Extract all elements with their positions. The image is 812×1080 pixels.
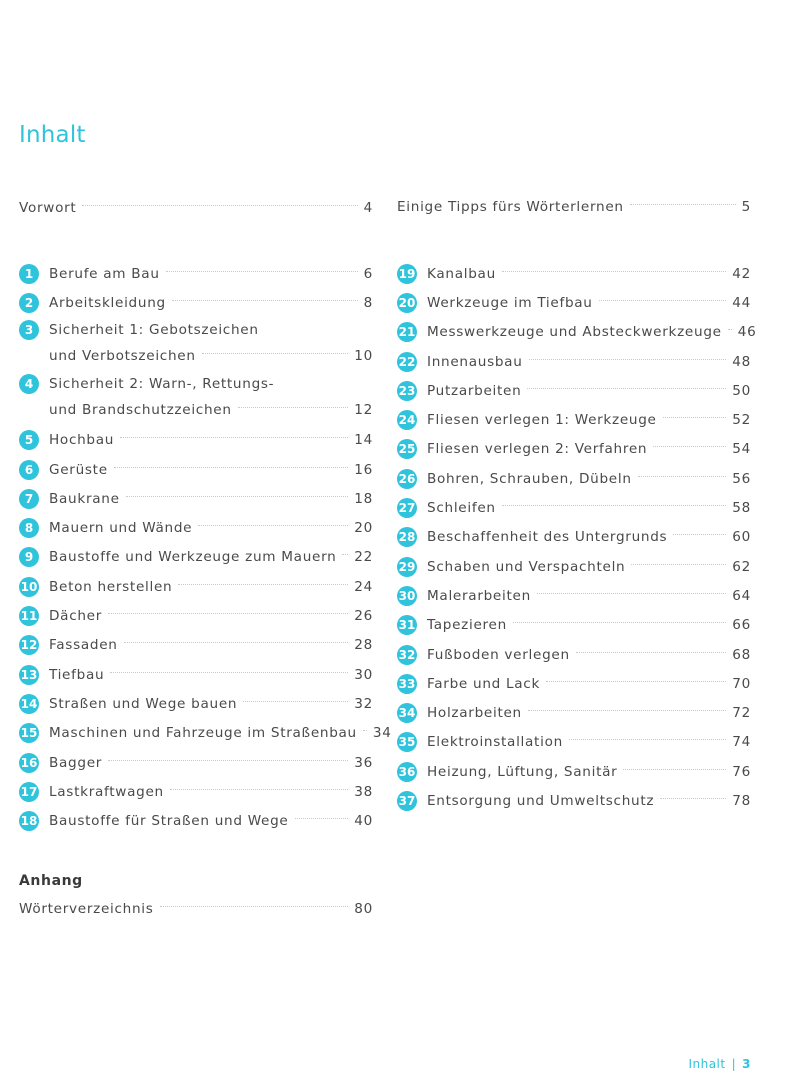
dot-leader [238,407,349,408]
toc-entry-chapter-14[interactable] [19,689,373,718]
toc-entry-chapter-19[interactable] [397,259,751,288]
toc-entry-chapter-5[interactable] [19,426,373,455]
toc-entry-chapter-24[interactable] [397,405,751,434]
toc-entry-chapter-10[interactable] [19,572,373,601]
dot-leader [120,437,348,438]
toc-entry-chapter-6[interactable] [19,455,373,484]
chapter-number-badge: 6 [19,460,39,480]
chapter-number-badge: 18 [19,811,39,831]
dot-leader [576,652,727,653]
toc-entry-chapter-25[interactable] [397,435,751,464]
toc-entry-label-continued: und Brandschutzzeichen [49,401,232,418]
toc-entry-page: 12 [354,401,373,418]
toc-entry-label: Putzarbeiten [427,382,522,399]
toc-entry-page: 28 [354,637,373,654]
toc-entry-label: Baukrane [49,490,120,507]
toc-entry-chapter-15[interactable] [19,719,392,748]
dot-leader [529,359,727,360]
dot-leader [108,760,348,761]
chapter-number-badge: 19 [397,264,417,284]
dot-leader [638,476,727,477]
dot-leader [170,789,348,790]
chapter-number-badge: 13 [19,665,39,685]
chapter-number-badge: 23 [397,381,417,401]
toc-entry-page: 18 [354,490,373,507]
toc-entry-label: Tapezieren [427,617,507,634]
chapter-number-badge: 11 [19,606,39,626]
toc-entry-label: Innenausbau [427,353,523,370]
toc-entry-page: 10 [354,347,373,364]
toc-entry-chapter-33[interactable] [397,669,751,698]
toc-entry-page: 74 [732,734,751,751]
toc-entry-chapter-17[interactable] [19,777,373,806]
chapter-number-badge: 4 [19,374,39,394]
toc-entry-label: Lastkraftwagen [49,783,164,800]
toc-entry-label: Bagger [49,754,103,771]
toc-entry-page: 78 [732,792,751,809]
chapter-number-badge: 26 [397,469,417,489]
toc-entry-page: 80 [354,900,373,917]
dot-leader [663,417,727,418]
toc-entry-page: 54 [732,441,751,458]
toc-entry-page: 62 [732,558,751,575]
toc-entry-page: 48 [732,353,751,370]
dot-leader [114,467,349,468]
toc-entry-page: 42 [732,265,751,282]
appendix-heading: Anhang [19,873,83,889]
toc-entry-page: 64 [732,587,751,604]
toc-entry-page: 24 [354,578,373,595]
toc-entry-page: 8 [363,294,373,311]
chapter-number-badge: 8 [19,518,39,538]
dot-leader [630,204,736,205]
toc-entry-chapter-32[interactable] [397,640,751,669]
toc-entry-label: Farbe und Lack [427,675,541,692]
toc-entry-label: Schaben und Verspachteln [427,558,626,575]
dot-leader [673,534,726,535]
dot-leader [502,271,726,272]
toc-entry-label: Sicherheit 2: Warn-, Rettungs- [49,375,275,392]
toc-entry-page: 56 [732,470,751,487]
chapter-number-badge: 28 [397,527,417,547]
toc-entry-chapter-20[interactable] [397,288,751,317]
toc-entry-page: 34 [372,725,392,742]
toc-entry-label: Fassaden [49,637,118,654]
dot-leader [653,446,726,447]
toc-entry-page: 36 [354,754,373,771]
toc-entry-line-2 [19,396,373,424]
toc-entry-label: Sicherheit 1: Gebotszeichen [49,321,259,338]
toc-entry-page: 26 [354,608,373,625]
chapter-number-badge: 27 [397,498,417,518]
chapter-number-badge: 14 [19,694,39,714]
toc-entry-label: Malerarbeiten [427,587,531,604]
toc-entry-label: Entsorgung und Umweltschutz [427,792,655,809]
toc-entry-woerterverzeichnis[interactable] [19,894,373,923]
dot-leader [502,505,727,506]
dot-leader [728,329,732,330]
chapter-number-badge: 20 [397,293,417,313]
toc-entry-label: Elektroinstallation [427,734,563,751]
toc-entry-chapter-22[interactable] [397,347,751,376]
page-footer [688,1057,751,1071]
toc-entry-label: Werkzeuge im Tiefbau [427,294,593,311]
toc-entry-label: Tiefbau [49,666,105,683]
toc-entry-label: Fußboden verlegen [427,646,570,663]
toc-entry-label: Hochbau [49,432,115,449]
dot-leader [363,730,367,731]
toc-entry-chapter-3[interactable] [19,318,373,372]
toc-entry-chapter-34[interactable] [397,698,751,727]
footer-section: Inhalt [688,1057,726,1071]
dot-leader [126,496,349,497]
toc-entry-chapter-18[interactable] [19,806,373,835]
toc-entry-label: Mauern und Wände [49,520,193,537]
toc-entry-chapter-4[interactable] [19,372,373,426]
toc-entry-chapter-16[interactable] [19,748,373,777]
toc-entry-page: 52 [732,412,751,429]
dot-leader [198,525,348,526]
chapter-number-badge: 35 [397,732,417,752]
toc-entry-vorwort[interactable] [19,193,373,222]
appendix-section [19,869,373,923]
toc-entry-label: Messwerkzeuge und Absteckwerkzeuge [427,324,722,341]
page-title: Inhalt [19,122,86,148]
footer-separator: | [731,1057,737,1071]
toc-entry-chapter-13[interactable] [19,660,373,689]
chapter-number-badge: 33 [397,674,417,694]
toc-entry-label: Dächer [49,608,103,625]
dot-leader [623,769,726,770]
dot-leader [202,353,349,354]
toc-entry-label: Gerüste [49,461,108,478]
toc-entry-label: Einige Tipps fürs Wörterlernen [397,198,624,215]
chapter-number-badge: 32 [397,645,417,665]
chapter-number-badge: 36 [397,762,417,782]
toc-entry-page: 70 [732,675,751,692]
toc-entry-label: Fliesen verlegen 2: Verfahren [427,441,648,458]
dot-leader [631,564,726,565]
toc-entry-label: Holzarbeiten [427,705,522,722]
toc-entry-chapter-23[interactable] [397,376,751,405]
chapter-number-badge: 21 [397,322,417,342]
chapter-number-badge: 15 [19,723,39,743]
toc-entry-line-2 [19,342,373,370]
toc-entry-label: Schleifen [427,500,496,517]
toc-entry-chapter-8[interactable] [19,513,373,542]
chapter-number-badge: 31 [397,615,417,635]
toc-entry-page: 6 [363,265,373,282]
toc-entry-page: 38 [354,783,373,800]
toc-entry-chapter-11[interactable] [19,601,373,630]
dot-leader [82,205,357,206]
toc-entry-label: Vorwort [19,199,77,216]
toc-entry-label-continued: und Verbotszeichen [49,347,196,364]
chapter-number-badge: 2 [19,293,39,313]
dot-leader [178,584,348,585]
toc-entry-page: 14 [354,432,373,449]
chapter-number-badge: 10 [19,577,39,597]
toc-entry-label: Baustoffe und Werkzeuge zum Mauern [49,549,337,566]
intro-right [397,192,751,221]
dot-leader [527,388,726,389]
toc-entry-chapter-30[interactable] [397,581,751,610]
toc-entry-chapter-29[interactable] [397,552,751,581]
toc-entry-label: Baustoffe für Straßen und Wege [49,813,289,830]
dot-leader [537,593,726,594]
chapter-number-badge: 9 [19,547,39,567]
dot-leader [160,906,349,907]
toc-entry-chapter-12[interactable] [19,631,373,660]
toc-entry-page: 50 [732,382,751,399]
toc-entry-chapter-21[interactable] [397,318,757,347]
dot-leader [295,818,349,819]
toc-entry-label: Beton herstellen [49,578,173,595]
toc-entry-page: 5 [741,198,751,215]
toc-entry-page: 32 [354,695,373,712]
dot-leader [599,300,727,301]
chapter-number-badge: 25 [397,439,417,459]
toc-entry-label: Beschaffenheit des Untergrunds [427,529,668,546]
toc-entry-page: 40 [354,813,373,830]
toc-entry-page: 4 [363,199,373,216]
chapter-number-badge: 7 [19,489,39,509]
toc-entry-page: 46 [737,324,757,341]
toc-entry-page: 58 [732,500,751,517]
chapter-number-badge: 16 [19,753,39,773]
toc-entry-label: Bohren, Schrauben, Dübeln [427,470,632,487]
chapter-number-badge: 30 [397,586,417,606]
toc-entry-chapter-35[interactable] [397,728,751,757]
toc-entry-page: 72 [732,705,751,722]
dot-leader [108,613,348,614]
chapter-number-badge: 12 [19,635,39,655]
toc-entry-chapter-37[interactable] [397,786,751,815]
chapter-number-badge: 22 [397,352,417,372]
toc-entry-page: 44 [732,294,751,311]
chapter-number-badge: 1 [19,264,39,284]
toc-entry-label: Maschinen und Fahrzeuge im Straßenbau [49,725,357,742]
dot-leader [172,300,358,301]
dot-leader [513,622,726,623]
toc-entry-label: Kanalbau [427,265,496,282]
toc-entry-page: 20 [354,520,373,537]
toc-entry-chapter-1[interactable] [19,259,373,288]
chapter-number-badge: 34 [397,703,417,723]
dot-leader [660,798,726,799]
toc-entry-page: 60 [732,529,751,546]
toc-entry-chapter-31[interactable] [397,611,751,640]
toc-entry-page: 16 [354,461,373,478]
toc-entry-page: 76 [732,763,751,780]
toc-entry-page: 66 [732,617,751,634]
toc-entry-chapter-36[interactable] [397,757,751,786]
dot-leader [546,681,726,682]
toc-entry-label: Arbeitskleidung [49,294,166,311]
chapter-number-badge: 17 [19,782,39,802]
toc-entry-line-1 [19,372,373,396]
toc-entry-label: Berufe am Bau [49,265,160,282]
toc-entry-page: 22 [354,549,373,566]
intro-left [19,193,373,222]
toc-entry-page: 68 [732,646,751,663]
dot-leader [243,701,348,702]
chapter-list-right [397,259,757,816]
toc-entry-label: Straßen und Wege bauen [49,695,238,712]
toc-entry-chapter-9[interactable] [19,543,373,572]
toc-entry-label: Heizung, Lüftung, Sanitär [427,763,618,780]
toc-entry-chapter-26[interactable] [397,464,751,493]
dot-leader [124,642,349,643]
chapter-list-left [19,259,392,836]
chapter-number-badge: 24 [397,410,417,430]
dot-leader [342,554,348,555]
footer-page-number: 3 [742,1057,751,1071]
toc-entry-chapter-7[interactable] [19,484,373,513]
dot-leader [110,672,348,673]
chapter-number-badge: 37 [397,791,417,811]
dot-leader [569,739,726,740]
toc-entry-page: 30 [354,666,373,683]
toc-entry-label: Wörterverzeichnis [19,900,154,917]
dot-leader [528,710,726,711]
toc-entry-line-1 [19,318,373,342]
toc-entry-label: Fliesen verlegen 1: Werkzeuge [427,412,657,429]
chapter-number-badge: 29 [397,557,417,577]
dot-leader [166,271,358,272]
chapter-number-badge: 3 [19,320,39,340]
chapter-number-badge: 5 [19,430,39,450]
toc-entry-chapter-2[interactable] [19,288,373,317]
toc-entry-chapter-27[interactable] [397,493,751,522]
toc-entry-chapter-28[interactable] [397,523,751,552]
toc-entry-tipps[interactable] [397,192,751,221]
